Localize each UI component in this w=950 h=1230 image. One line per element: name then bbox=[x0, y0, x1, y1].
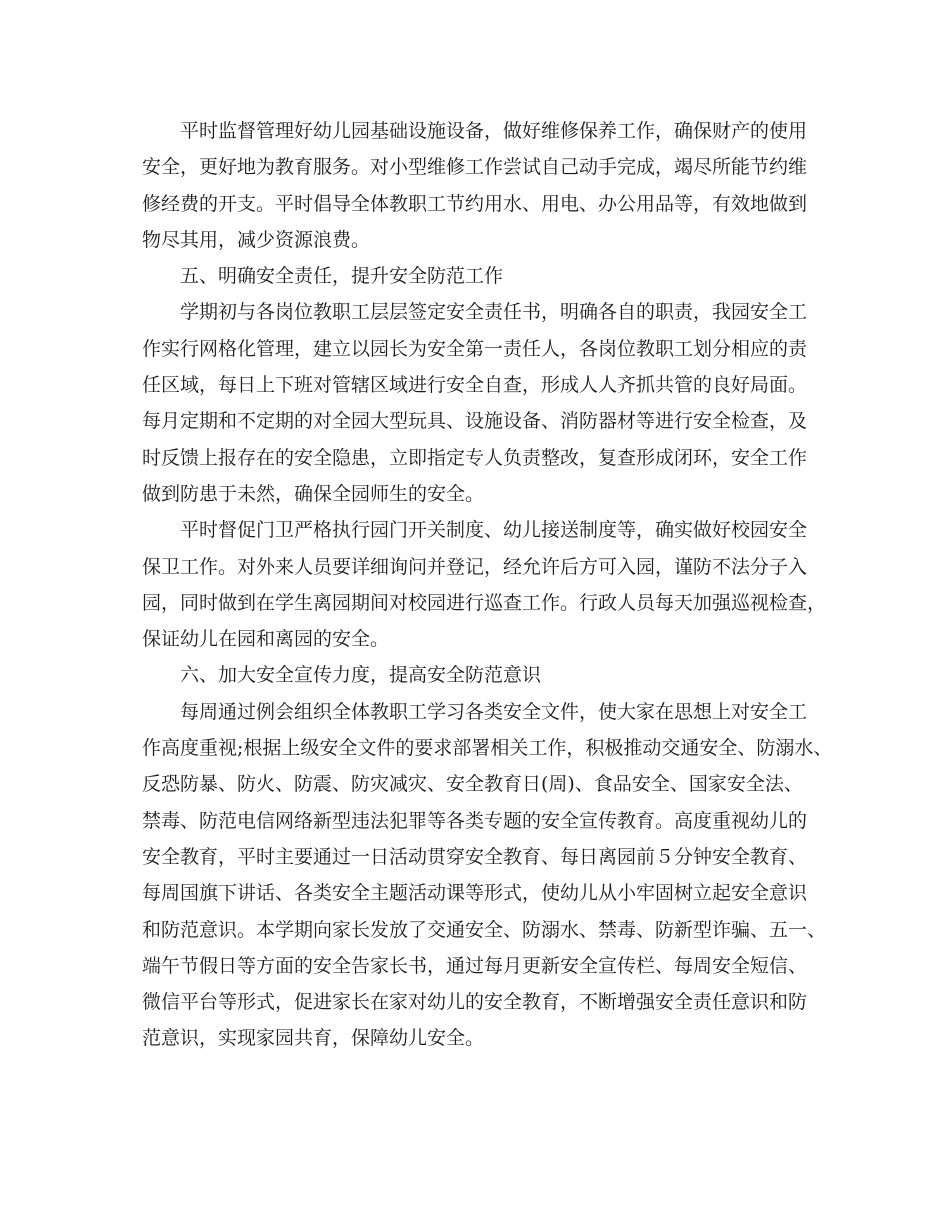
text-line: 和防范意识。本学期向家长发放了交通安全、防溺水、禁毒、防新型诈骗、五一、 bbox=[142, 918, 827, 941]
section-heading: 六、加大安全宣传力度，提高安全防范意识 bbox=[180, 664, 542, 687]
text-line: 保卫工作。对外来人员要详细询问并登记，经允许后方可入园，谨防不法分子入 bbox=[142, 555, 808, 578]
text-line: 修经费的开支。平时倡导全体教职工节约用水、用电、办公用品等，有效地做到 bbox=[142, 192, 808, 215]
text-line: 园，同时做到在学生离园期间对校园进行巡查工作。行政人员每天加强巡视检查， bbox=[142, 591, 827, 614]
text-line: 时反馈上报存在的安全隐患，立即指定专人负责整改，复查形成闭环，安全工作 bbox=[142, 446, 808, 469]
text-line: 微信平台等形式，促进家长在家对幼儿的安全教育，不断增强安全责任意识和防 bbox=[142, 991, 808, 1014]
text-line: 任区域，每日上下班对管辖区域进行安全自查，形成人人齐抓共管的良好局面。 bbox=[142, 374, 808, 397]
text-line: 范意识，实现家园共育，保障幼儿安全。 bbox=[142, 1027, 485, 1050]
text-line: 保证幼儿在园和离园的安全。 bbox=[142, 628, 390, 651]
document-body bbox=[142, 113, 832, 1057]
text-line: 每月定期和不定期的对全园大型玩具、设施设备、消防器材等进行安全检查，及 bbox=[142, 410, 808, 433]
text-line: 平时督促门卫严格执行园门开关制度、幼儿接送制度等，确实做好校园安全 bbox=[180, 519, 808, 542]
text-line: 平时监督管理好幼儿园基础设施设备，做好维修保养工作，确保财产的使用 bbox=[180, 120, 808, 142]
text-line: 物尽其用，减少资源浪费。 bbox=[142, 228, 371, 251]
text-line: 作高度重视;根据上级安全文件的要求部署相关工作，积极推动交通安全、防溺水、 bbox=[142, 737, 833, 760]
text-line: 反恐防暴、防火、防震、防灾减灾、安全教育日(周)、食品安全、国家安全法、 bbox=[142, 773, 803, 796]
text-line: 作实行网格化管理，建立以园长为安全第一责任人，各岗位教职工划分相应的责 bbox=[142, 337, 808, 360]
text-line: 安全，更好地为教育服务。对小型维修工作尝试自己动手完成，竭尽所能节约维 bbox=[142, 156, 808, 179]
text-line: 禁毒、防范电信网络新型违法犯罪等各类专题的安全宣传教育。高度重视幼儿的 bbox=[142, 809, 808, 832]
section-heading: 五、明确安全责任，提升安全防范工作 bbox=[180, 265, 504, 288]
text-line: 安全教育，平时主要通过一日活动贯穿安全教育、每日离园前５分钟安全教育、 bbox=[142, 845, 808, 868]
text-line: 做到防患于未然，确保全园师生的安全。 bbox=[142, 482, 485, 505]
text-line: 学期初与各岗位教职工层层签定安全责任书，明确各自的职责，我园安全工 bbox=[180, 301, 808, 324]
text-line: 端午节假日等方面的安全告家长书，通过每月更新安全宣传栏、每周安全短信、 bbox=[142, 954, 808, 977]
text-line: 每周通过例会组织全体教职工学习各类安全文件，使大家在思想上对安全工 bbox=[180, 700, 808, 723]
text-line: 每周国旗下讲话、各类安全主题活动课等形式，使幼儿从小牢固树立起安全意识 bbox=[142, 882, 808, 905]
